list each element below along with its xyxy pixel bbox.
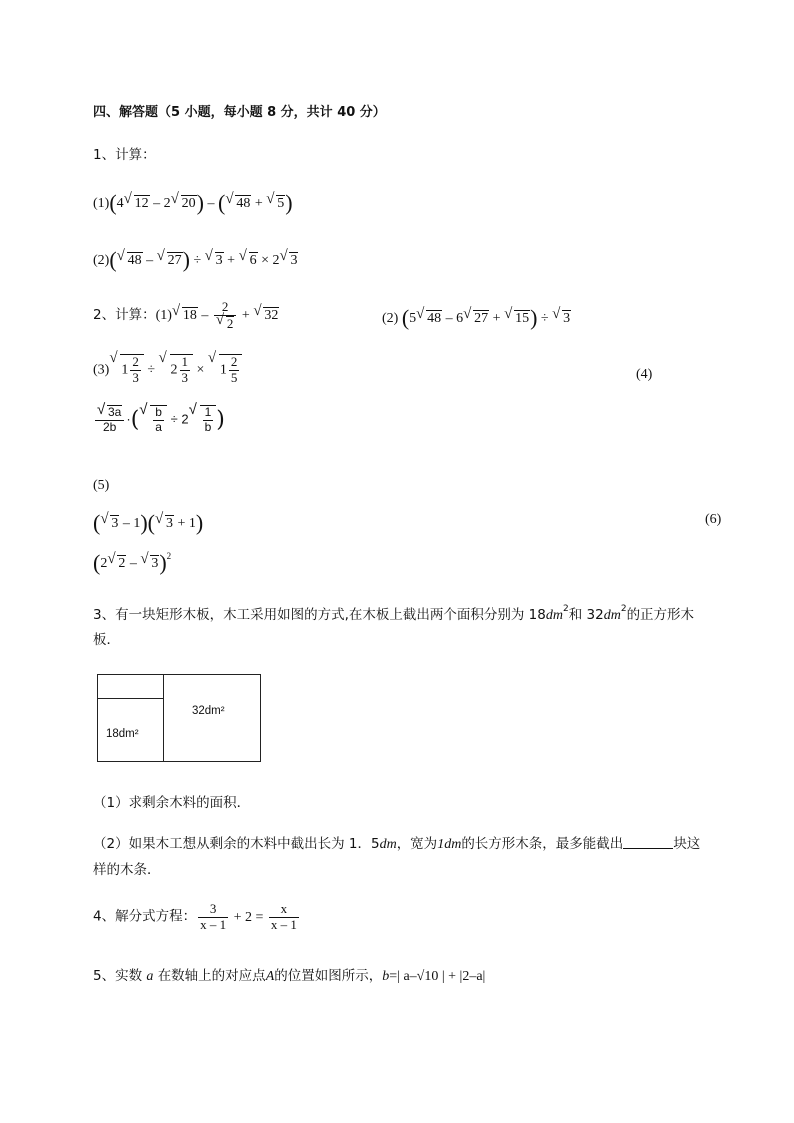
q1-part1: (1)(4√ 12 – 2√ 20) – (√ 48 + √ 5): [93, 190, 293, 216]
q2-part2: (2) (5√ 48 – 6√ 27 + √ 15) ÷ √ 3: [382, 305, 571, 331]
q2-part5: (√ 3 – 1)(√ 3 + 1): [93, 510, 203, 536]
q2-part6-number: (6): [705, 512, 722, 527]
q2-part3-number: (3): [93, 362, 110, 378]
q3-line1: 3、有一块矩形木板，木工采用如图的方式,在木板上截出两个面积分别为 $18dm^2$和 $32dm^2$的正方形木: [93, 604, 695, 623]
q1-part2: (2)(√ 48 – √ 27) ÷ √ 3 + √ 6 × 2√ 3: [93, 247, 298, 273]
q1-part1-number: (1): [93, 196, 110, 211]
q2-part4: √ $\frac{3a}{2b}$ ·( √ $\frac{b}{a}$ ÷ 2 √ $\frac{1}{b}$ ): [93, 405, 225, 435]
q2-part5-number: (5): [93, 478, 110, 493]
q2-part3: (3)√ 1 $\frac{2}{3}$ ÷ √ 2 $\frac{1}{3}$ × √ 1 $\frac{2}{5}$: [93, 354, 242, 386]
q3-sub1: （1）求剩余木料的面积．: [93, 795, 251, 811]
q1-part2-number: (2): [93, 253, 110, 268]
q2-part4-number: (4): [636, 367, 653, 382]
small-square-label: 18dm²: [106, 728, 139, 740]
q1-label: 1、计算：: [93, 147, 156, 163]
q3-sub2-line2: 样的木条．: [93, 862, 161, 878]
q4-label: 4、解分式方程：: [93, 908, 197, 925]
q2-part2-number: (2): [382, 311, 399, 326]
section-title: 四、解答题（5 小题，每小题 8 分，共计 40 分）: [93, 105, 386, 120]
q5-text: 5、实数 a 在数轴上的对应点A的位置如图所示，b=| a–√10 | + |2–a|: [93, 968, 486, 984]
q2-part1-number: (1): [155, 308, 172, 324]
board-diagram: [97, 674, 261, 762]
q3-line2: 板．: [93, 632, 120, 648]
q2-part1: 2、计算：(1)√ 18 – 2 √ 2 + √ 32: [93, 300, 279, 332]
q3-sub2-line1: （2）如果木工想从剩余的木料中截出长为 1．5dm，宽为1dm的长方形木条，最多能截出 块这: [93, 836, 701, 852]
q4-equation: 4、解分式方程： $\frac{3}{x - 1}$ + 2 = $\frac{x}{x - 1}$: [93, 901, 297, 932]
q2-part6: (2√ 2 – √ 3)$^2$: [93, 550, 171, 576]
big-square-label: 32dm²: [192, 705, 225, 717]
q2-label: 2、计算：: [93, 307, 156, 324]
small-square: [98, 698, 164, 761]
board-top-left-region: [98, 675, 164, 698]
answer-blank[interactable]: [623, 836, 673, 849]
